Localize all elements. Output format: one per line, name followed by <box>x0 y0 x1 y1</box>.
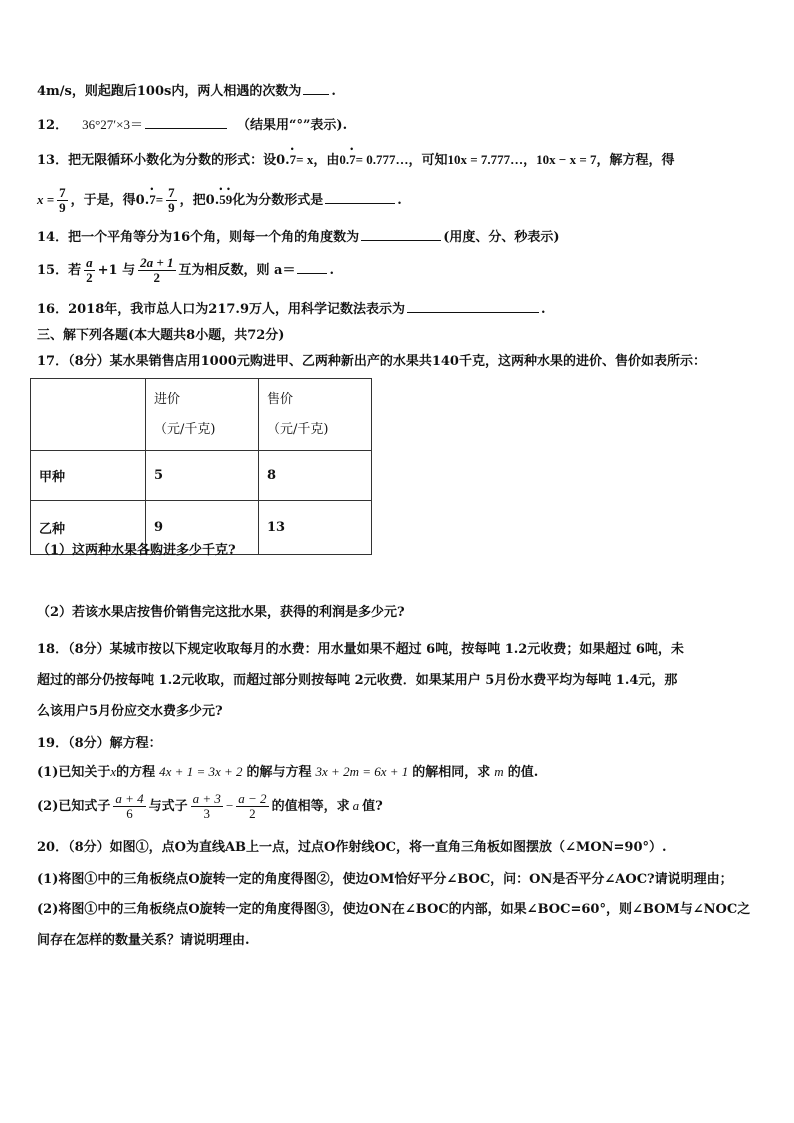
denominator: 3 <box>203 806 211 821</box>
fraction-a-plus-4-over-6 <box>113 792 145 821</box>
variable-x: x <box>110 764 117 779</box>
table-cell: 乙种 <box>31 501 146 555</box>
numerator: a − 2 <box>238 791 267 806</box>
answer-blank <box>145 116 227 129</box>
denominator: 9 <box>168 200 175 215</box>
repeating-digit: • 7 <box>289 144 297 167</box>
repeat-59: 59 <box>219 192 233 207</box>
q17-part1: （1）这两种水果各购进多少千克? <box>37 543 236 558</box>
question-18-line1 <box>37 640 764 660</box>
q13-end: . <box>397 193 402 208</box>
q13-text: = 0.777…，可知10x = 7.777…，10x − x = 7，解方程，得 <box>355 152 675 167</box>
denominator: 9 <box>59 200 66 215</box>
fraction-a-plus-3-over-3 <box>191 792 223 821</box>
q19-part1 <box>37 762 764 783</box>
x-equals: x = <box>37 192 55 207</box>
equation-2: 3x + 2m = 6x + 1 <box>315 764 409 779</box>
question-14 <box>37 228 764 248</box>
q13-text: = x，由0. <box>296 152 350 167</box>
numerator: 7 <box>59 185 66 200</box>
table-cell: 5 <box>146 451 259 501</box>
repeat-7: 7 <box>349 152 356 167</box>
question-17-stem <box>37 352 764 372</box>
table-cell: 9 <box>146 501 259 555</box>
q16-end: . <box>540 302 546 317</box>
q18-number: 18． <box>37 642 69 657</box>
answer-blank <box>361 228 441 241</box>
q12-note: （结果用“°”表示). <box>236 118 348 133</box>
question-20-stem <box>37 838 764 858</box>
repeating-digit: • 7 <box>349 144 356 167</box>
q15-text: +1 与 <box>97 263 136 278</box>
answer-blank <box>325 191 395 204</box>
repeating-digits: • • 59 <box>219 184 233 207</box>
q19-text: 的值相等，求 <box>271 799 350 814</box>
numerator: a <box>86 255 93 270</box>
table-cell: 8 <box>259 451 372 501</box>
q16-text: 2018年，我市总人口为217.9万人，用科学记数法表示为 <box>68 302 405 317</box>
q19-text: （8分）解方程： <box>68 736 162 751</box>
question-13-line1 <box>37 144 764 171</box>
q19-text: (2)已知式子 <box>37 799 111 814</box>
denominator: 2 <box>86 270 93 285</box>
header-unit: （元/千克) <box>154 421 216 437</box>
table-header-buy <box>146 379 259 451</box>
fraction-a-minus-2-over-2 <box>236 792 268 821</box>
table-header-sell <box>259 379 372 451</box>
q19-part2 <box>37 792 764 826</box>
answer-blank <box>303 82 329 95</box>
denominator: 2 <box>153 270 161 285</box>
question-18-line2: 超过的部分仍按每吨 1.2元收取，而超过部分则按每吨 2元收费．如果某用户 5月份水费平均为每吨 1.4元，那 <box>37 673 678 688</box>
numerator: a + 3 <box>192 791 221 806</box>
variable-m: m <box>494 764 504 779</box>
q13-text: ，于是，得0. <box>70 193 150 208</box>
q13-text: 把无限循环小数化为分数的形式：设0. <box>68 153 290 168</box>
q15-end: . <box>329 263 334 278</box>
q20-number: 20． <box>37 840 69 855</box>
q17-text: （8分）某水果销售店用1000元购进甲、乙两种新出产的水果共140千克，这两种水果的进价、售价如表所示： <box>68 354 706 369</box>
q12-number: 12． <box>37 118 69 133</box>
answer-blank <box>407 300 539 313</box>
q18-text: （8分）某城市按以下规定收取每月的水费：用水量如果不超过 6吨，按每吨 1.2元收费；如果超过 6吨，未 <box>68 642 684 657</box>
section-heading: 三、解下列各题(本大题共8小题，共72分) <box>37 328 285 343</box>
equation-1: 4x + 1 = 3x + 2 <box>159 764 243 779</box>
q13-text: ，把0. <box>179 193 220 208</box>
q11-text: 4m/s，则起跑后100s内，两人相遇的次数为 <box>37 84 302 99</box>
repeat-7: 7 <box>289 152 297 167</box>
header-text: 售价 <box>267 391 294 407</box>
question-16 <box>37 300 764 320</box>
repeating-digit: • 7 <box>149 184 156 207</box>
q12-expression: 36°27′×3＝ <box>82 117 143 132</box>
q13-text: 化为分数形式是 <box>232 193 324 208</box>
q11-continuation <box>37 82 764 102</box>
denominator: 6 <box>126 806 133 821</box>
numerator: 2a + 1 <box>140 255 174 270</box>
q20-part1: (1)将图①中的三角板绕点O旋转一定的角度得图②，使边OM恰好平分∠BOC，问：ON是否平分∠AOC?请说明理由； <box>37 872 733 887</box>
fraction-7-9 <box>166 186 177 215</box>
equals: = <box>155 192 164 207</box>
answer-blank <box>297 261 327 274</box>
fraction-7-9 <box>57 186 68 215</box>
q20-text: （8分）如图①，点O为直线AB上一点，过点O作射线OC，将一直角三角板如图摆放（∠MON=90°）. <box>68 840 667 855</box>
numerator: 7 <box>168 185 175 200</box>
numerator: a + 4 <box>115 791 144 806</box>
question-13-line2 <box>37 186 764 218</box>
q17-part2: （2）若该水果店按售价销售完这批水果，获得的利润是多少元? <box>37 605 405 620</box>
header-unit: （元/千克) <box>267 421 329 437</box>
q19-text: 与式子 <box>148 799 188 814</box>
question-12 <box>37 115 764 136</box>
q14-number: 14． <box>37 230 69 245</box>
variable-a: a <box>352 798 360 813</box>
table-cell <box>31 379 146 451</box>
table-cell: 13 <box>259 501 372 555</box>
q19-number: 19． <box>37 736 69 751</box>
q14-text: 把一个平角等分为16个角，则每一个角的角度数为 <box>68 230 360 245</box>
q20-part2-line1: (2)将图①中的三角板绕点O旋转一定的角度得图③，使边ON在∠BOC的内部，如果∠BOC=60°，则∠BOM与∠NOC之 <box>37 902 751 917</box>
q16-number: 16． <box>37 302 69 317</box>
fruit-price-table <box>30 378 372 555</box>
question-15 <box>37 256 764 290</box>
table-cell: 甲种 <box>31 451 146 501</box>
table-row <box>31 451 372 501</box>
q19-text: 的解与方程 <box>246 765 312 780</box>
question-18-line3: 么该用户5月份应交水费多少元? <box>37 704 223 719</box>
q13-number: 13． <box>37 153 69 168</box>
q14-note: (用度、分、秒表示) <box>443 230 560 245</box>
repeat-7: 7 <box>149 192 156 207</box>
q15-text: 若 <box>68 263 82 278</box>
denominator: 2 <box>249 806 256 821</box>
question-19-stem <box>37 734 764 754</box>
q20-part2-line2: 间存在怎样的数量关系？请说明理由. <box>37 933 250 948</box>
minus-sign: − <box>225 798 234 813</box>
q19-text: 的值. <box>507 765 539 780</box>
fraction-2a-plus-1-over-2 <box>138 256 175 285</box>
q19-text: 的方程 <box>116 765 156 780</box>
q17-number: 17． <box>37 354 69 369</box>
table-row <box>31 379 372 451</box>
header-text: 进价 <box>154 391 181 407</box>
fraction-a-2 <box>84 256 95 285</box>
q19-text: 的解相同，求 <box>412 765 491 780</box>
q19-text: 值? <box>362 799 383 814</box>
q19-text: (1)已知关于 <box>37 765 111 780</box>
q15-text: 互为相反数，则 a＝ <box>178 263 296 278</box>
q15-number: 15． <box>37 263 69 278</box>
q11-end: . <box>331 84 336 99</box>
